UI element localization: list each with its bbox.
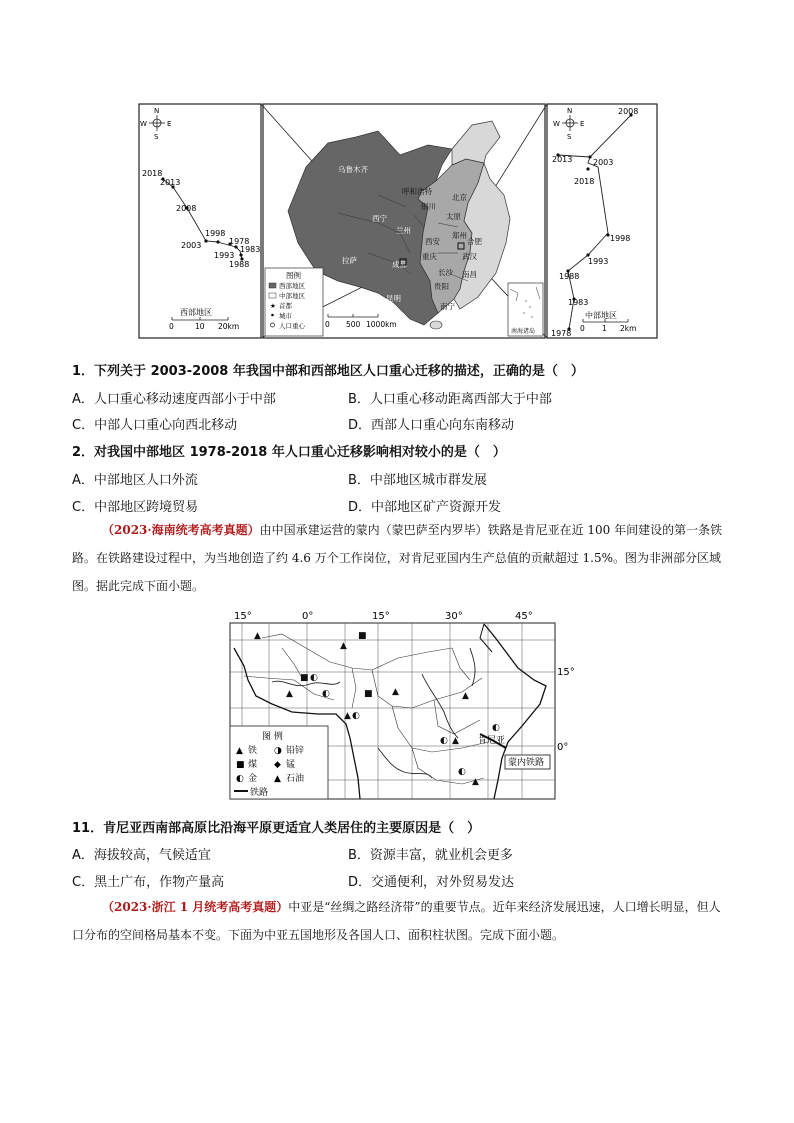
longitude-label: 0° — [302, 611, 314, 622]
year-label: 1983 — [240, 245, 261, 254]
region-label: 中部地区 — [585, 311, 617, 320]
longitude-label: 15° — [372, 611, 390, 622]
svg-text:◐: ◐ — [492, 723, 500, 733]
svg-text:★: ★ — [270, 302, 276, 310]
longitude-label: 30° — [445, 611, 463, 622]
svg-text:◐: ◐ — [310, 673, 318, 683]
svg-text:图 例: 图 例 — [262, 732, 283, 742]
svg-text:◐: ◐ — [236, 774, 244, 784]
svg-text:城市: 城市 — [279, 312, 292, 320]
question-1-option-a[interactable]: A．人口重心移动速度西部小于中部 — [72, 392, 276, 407]
year-label: 2008 — [618, 107, 639, 116]
year-label: 1998 — [205, 229, 226, 238]
svg-text:1: 1 — [602, 324, 607, 333]
city-label: 南宁 — [440, 302, 455, 311]
svg-text:▲: ▲ — [344, 711, 351, 721]
svg-text:南海诸岛: 南海诸岛 — [511, 328, 536, 335]
south-china-sea-inset — [508, 283, 543, 336]
svg-text:铅锌: 铅锌 — [286, 746, 305, 756]
city-label: 西宁 — [372, 214, 387, 223]
question-2-option-c[interactable]: C．中部地区跨境贸易 — [72, 500, 199, 515]
svg-text:▲: ▲ — [392, 687, 399, 697]
svg-text:2km: 2km — [620, 324, 637, 333]
svg-text:图例: 图例 — [286, 271, 301, 280]
svg-text:◐: ◐ — [352, 711, 360, 721]
year-label: 2003 — [593, 158, 614, 167]
question-11-stem: 11．肯尼亚西南部高原比沿海平原更适宜人类居住的主要原因是（ ） — [72, 821, 481, 836]
question-2-option-b[interactable]: B．中部地区城市群发展 — [348, 473, 487, 488]
question-2-option-d[interactable]: D．中部地区矿产资源开发 — [348, 500, 502, 515]
longitude-label: 45° — [515, 611, 533, 622]
longitude-label: 15° — [234, 611, 252, 622]
map-legend — [265, 268, 323, 336]
svg-text:20km: 20km — [218, 322, 240, 331]
svg-text:500: 500 — [346, 320, 361, 329]
year-label: 1983 — [568, 298, 589, 307]
city-label: 乌鲁木齐 — [338, 165, 368, 174]
svg-text:金: 金 — [248, 774, 258, 784]
compass-w: W — [140, 120, 147, 128]
city-label: 西安 — [425, 237, 440, 246]
year-label: 2008 — [176, 204, 197, 213]
intro-text: 中亚是“丝绸之路经济带”的重要节点。近年来经济发展迅速，人口增长明显，但人口分布的空间格局基本不变。下面为中亚五国地形及各国人口、面积柱状图。完成下面小题。 — [72, 900, 721, 942]
svg-text:首都: 首都 — [279, 302, 292, 310]
city-label: 南昌 — [462, 270, 477, 279]
city-label: 贵阳 — [434, 282, 449, 291]
svg-text:▲: ▲ — [452, 736, 459, 746]
intro-text: 由中国承建运营的蒙内（蒙巴萨至内罗毕）铁路是肯尼亚在近 100 年间建设的第一条铁路。在铁路建设过程中，为当地创造了约 4.6 万个工作岗位，对肯尼亚国内生产总值的贡献超过 1.5%。图为非洲部分区域图。据此完成下面小题。 — [72, 523, 723, 593]
svg-text:◐: ◐ — [322, 689, 330, 699]
year-label: 1993 — [214, 251, 235, 260]
city-label: 合肥 — [467, 237, 482, 246]
city-label: 太原 — [446, 212, 461, 221]
city-label: 银川 — [421, 202, 436, 211]
year-label: 1988 — [229, 260, 250, 269]
svg-text:W: W — [553, 120, 560, 128]
question-2-option-a[interactable]: A．中部地区人口外流 — [72, 473, 198, 488]
svg-text:N: N — [567, 107, 573, 115]
svg-text:人口重心: 人口重心 — [279, 322, 305, 330]
svg-text:◐: ◐ — [458, 767, 466, 777]
region-label: 西部地区 — [180, 308, 212, 317]
year-label: 1978 — [229, 237, 250, 246]
svg-text:0: 0 — [325, 320, 330, 329]
compass-s: S — [154, 133, 159, 141]
svg-text:石油: 石油 — [286, 774, 305, 784]
svg-text:0: 0 — [169, 322, 174, 331]
svg-text:▲: ▲ — [236, 746, 243, 756]
svg-text:◆: ◆ — [274, 760, 281, 770]
question-1-stem: 1．下列关于 2003-2008 年我国中部和西部地区人口重心迁移的描述，正确的是（ ） — [72, 364, 584, 379]
city-label: 成都 — [392, 260, 407, 269]
question-2-stem: 2．对我国中部地区 1978-2018 年人口重心迁移影响相对较小的是（ ） — [72, 445, 506, 460]
year-label: 1988 — [559, 272, 580, 281]
city-label: 兰州 — [396, 226, 411, 235]
city-label: 长沙 — [438, 268, 453, 277]
svg-text:■: ■ — [358, 631, 367, 641]
city-label: 武汉 — [462, 252, 477, 261]
svg-text:锰: 锰 — [286, 760, 296, 770]
city-label: 北京 — [452, 193, 467, 202]
svg-text:1000km: 1000km — [366, 320, 397, 329]
svg-text:E: E — [580, 120, 585, 128]
latitude-label: 0° — [557, 742, 569, 753]
year-label: 1993 — [588, 257, 609, 266]
svg-text:▲: ▲ — [274, 774, 281, 784]
svg-text:0: 0 — [580, 324, 585, 333]
compass-n: N — [154, 107, 160, 115]
question-11-option-a[interactable]: A．海拔较高，气候适宜 — [72, 848, 211, 863]
question-1-option-d[interactable]: D．西部人口重心向东南移动 — [348, 418, 515, 433]
year-label: 2003 — [181, 241, 202, 250]
africa-legend — [230, 726, 328, 799]
year-label: 1978 — [551, 329, 572, 338]
svg-text:▲: ▲ — [286, 689, 293, 699]
svg-text:◑: ◑ — [274, 746, 282, 756]
year-label: 1998 — [610, 234, 631, 243]
source-label: （2023·海南统考高考真题） — [102, 523, 260, 537]
year-label: 2018 — [574, 177, 595, 186]
city-label: 拉萨 — [342, 256, 357, 265]
railway-label: 蒙内铁路 — [508, 758, 545, 768]
svg-text:西部地区: 西部地区 — [279, 282, 305, 290]
question-1-option-c[interactable]: C．中部人口重心向西北移动 — [72, 418, 238, 433]
svg-text:中部地区: 中部地区 — [279, 292, 305, 300]
svg-text:S: S — [567, 133, 572, 141]
city-label: 重庆 — [422, 252, 437, 261]
svg-text:■: ■ — [364, 689, 373, 699]
year-label: 2018 — [142, 169, 163, 178]
intro-paragraph-zhejiang — [72, 893, 724, 949]
latitude-label: 15° — [557, 667, 575, 678]
svg-text:10: 10 — [195, 322, 205, 331]
svg-text:铁: 铁 — [248, 746, 258, 756]
source-label: （2023·浙江 1 月统考高考真题） — [102, 900, 289, 914]
population-center-figure — [138, 103, 658, 341]
question-11-option-d[interactable]: D．交通便利，对外贸易发达 — [348, 875, 515, 890]
svg-text:▲: ▲ — [472, 777, 479, 787]
question-11-option-c[interactable]: C．黑土广布，作物产量高 — [72, 875, 225, 890]
year-label: 2013 — [552, 155, 573, 164]
svg-text:■: ■ — [300, 673, 309, 683]
compass-e: E — [167, 120, 172, 128]
city-label: 昆明 — [386, 294, 401, 303]
svg-text:▲: ▲ — [462, 691, 469, 701]
svg-text:◐: ◐ — [440, 736, 448, 746]
svg-text:煤: 煤 — [248, 760, 258, 770]
kenya-label: 肯尼亚 — [478, 736, 506, 746]
svg-text:铁路: 铁路 — [250, 788, 269, 798]
year-label: 2013 — [160, 178, 181, 187]
svg-text:■: ■ — [236, 760, 245, 770]
svg-text:▲: ▲ — [254, 631, 261, 641]
svg-text:▲: ▲ — [340, 641, 347, 651]
intro-paragraph-hainan — [72, 516, 724, 600]
city-label: 郑州 — [452, 231, 467, 240]
question-11-option-b[interactable]: B．资源丰富，就业机会更多 — [348, 848, 513, 863]
africa-map-figure — [222, 608, 578, 804]
question-1-option-b[interactable]: B．人口重心移动距离西部大于中部 — [348, 392, 552, 407]
city-label: 呼和浩特 — [402, 187, 432, 196]
